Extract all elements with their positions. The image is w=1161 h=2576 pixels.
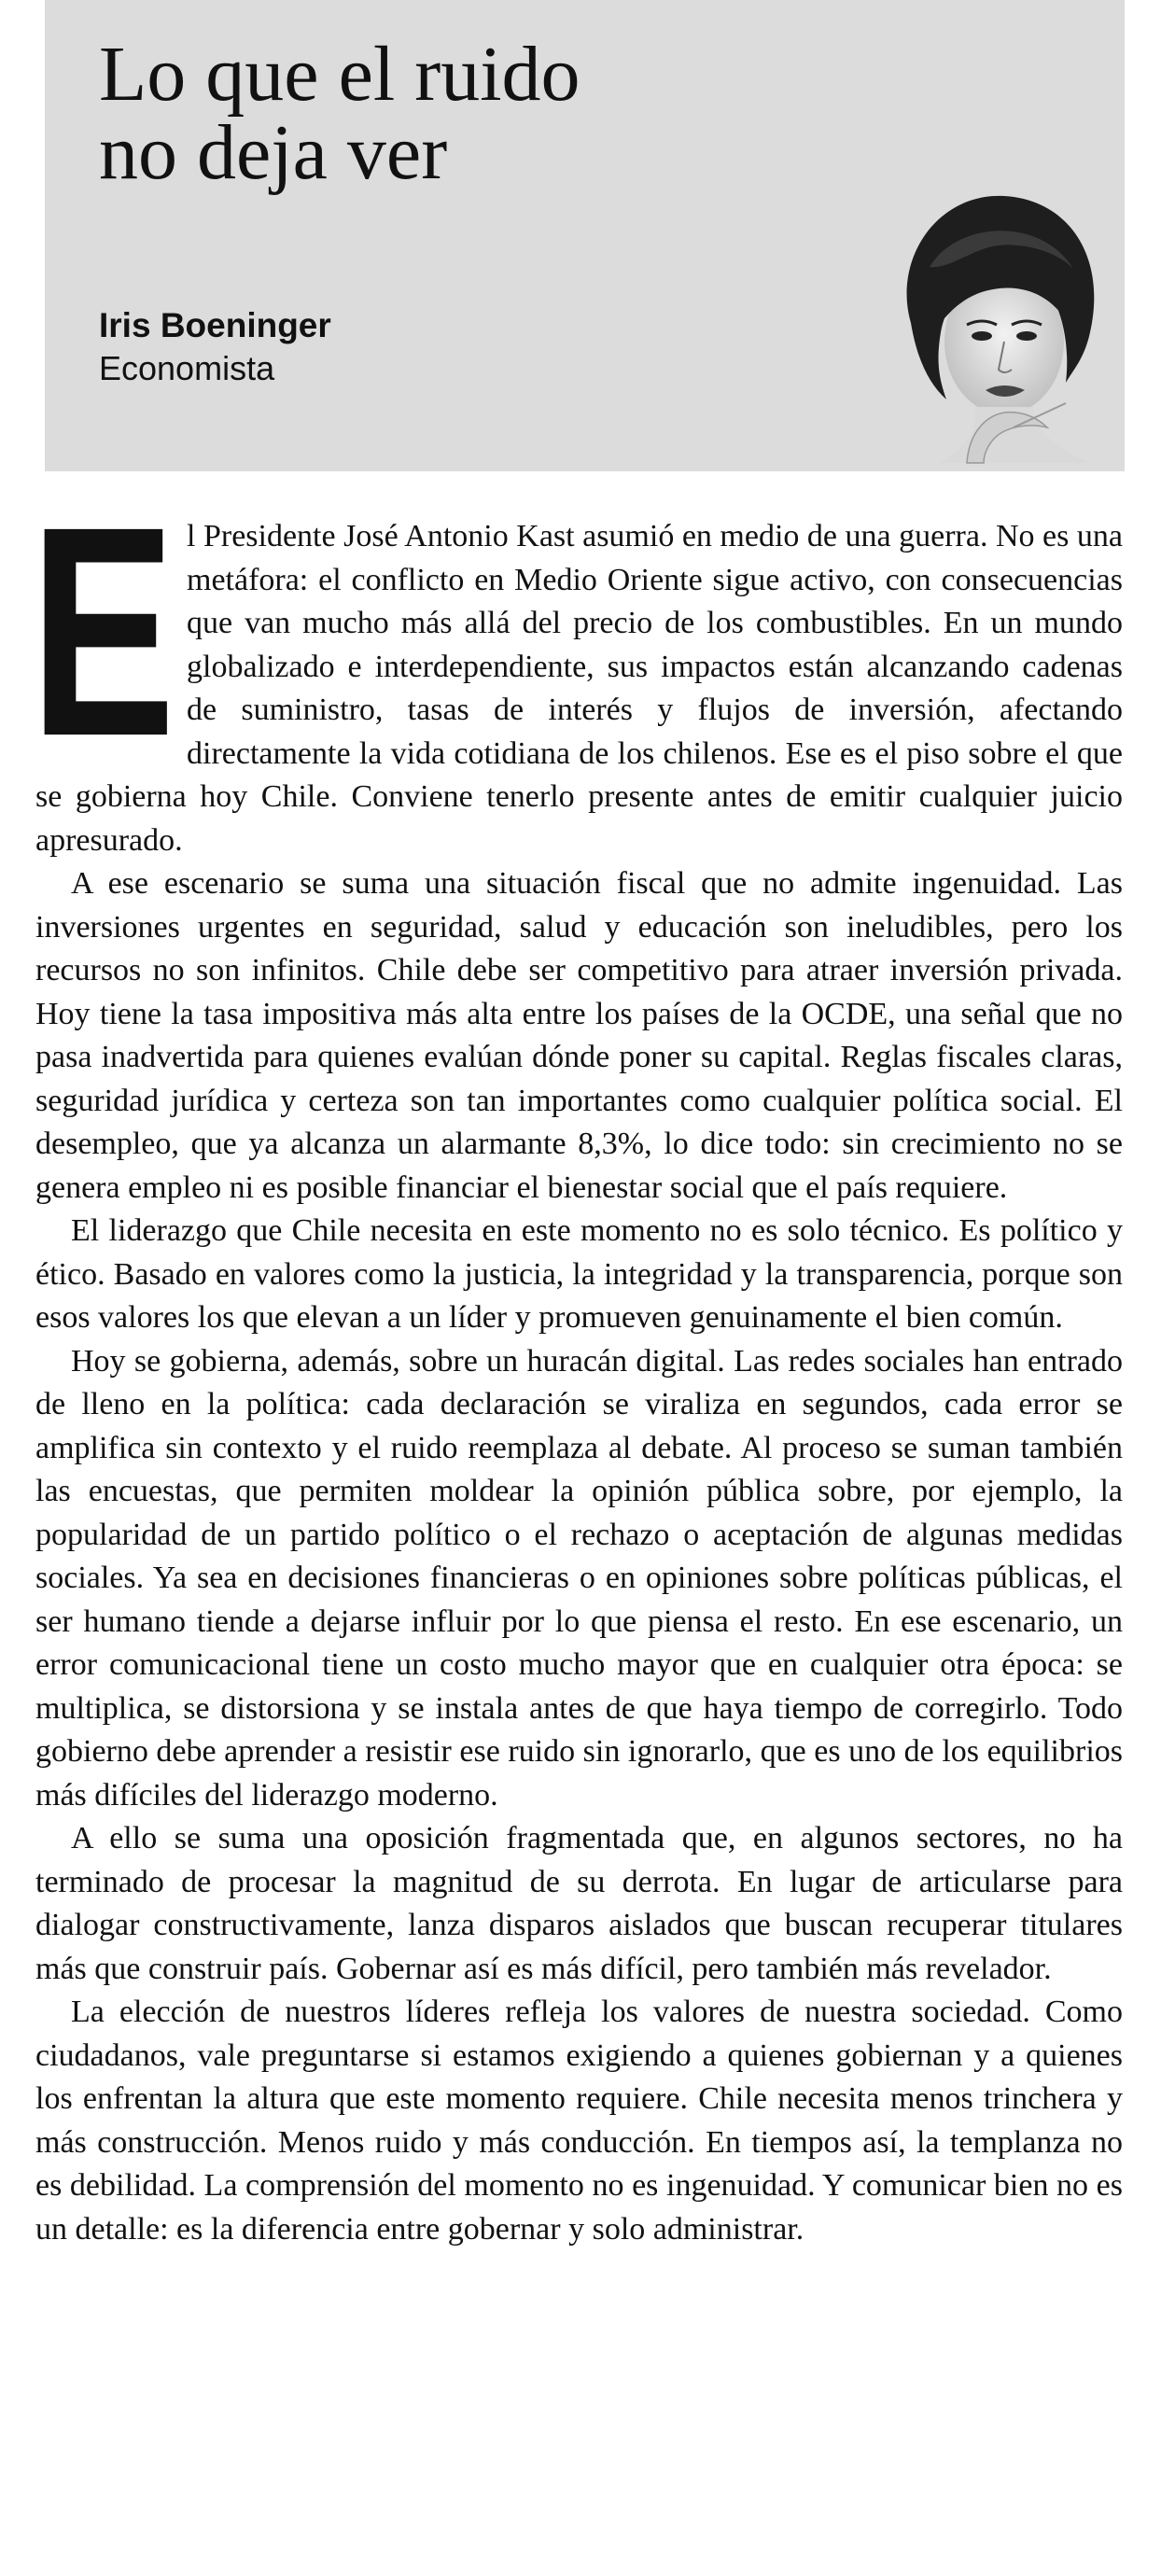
paragraph-3: El liderazgo que Chile necesita en este momento no es solo técnico. Es político y ético. Basado en valores como la justicia, la integridad y la transparencia, porque son esos valores los que elevan a un líder y promueven genuinamente el bien común. xyxy=(35,1213,1123,1335)
paragraph-5: A ello se suma una oposición fragmentada que, en algunos sectores, no ha terminado de procesar la magnitud de su derrota. En lugar de articularse para dialogar constructivamente, lanza disparos aislados que buscan recuperar titulares más que construir país. Gobernar así es más difícil, pero también más revelador. xyxy=(35,1821,1123,1986)
paragraph-6: La elección de nuestros líderes refleja los valores de nuestra sociedad. Como ciudadanos, vale preguntarse si estamos exigiendo a quienes gobiernan y a quienes los enfrentan la altura que este momento requiere. Chile necesita menos trinchera y más construcción. Menos ruido y más conducción. En tiempos así, la templanza no es debilidad. La comprensión del momento no es ingenuidad. Y comunicar bien no es un detalle: es la diferencia entre gobernar y solo administrar. xyxy=(35,1995,1123,2247)
paragraph-1 xyxy=(30,464,1123,862)
author-portrait xyxy=(874,183,1118,463)
article-body xyxy=(30,464,1123,2251)
author-name: Iris Boeninger xyxy=(99,306,331,344)
title-line-2: no deja ver xyxy=(99,109,448,196)
drop-cap xyxy=(30,464,175,798)
paragraph-4: Hoy se gobierna, además, sobre un huracán digital. Las redes sociales han entrado de lleno en la política: cada declaración se viraliza en segundos, cada error se amplifica sin contexto y el ruido reemplaza al debate. Al proceso se suman también las encuestas, que permiten moldear la opinión pública sobre, por ejemplo, la popularidad de un partido político o el rechazo o aceptación de algunas medidas sociales. Ya sea en decisiones financieras o en opiniones sobre políticas públicas, el ser humano tiende a dejarse influir por lo que piensa el resto. En ese escenario, un error comunicacional tiene un costo mucho mayor que en cualquier otra época: se multiplica, se distorsiona y se instala antes de que haya tiempo de corregirlo. Todo gobierno debe aprender a resistir ese ruido sin ignorarlo, que es uno de los equilibrios más difíciles del liderazgo moderno. xyxy=(35,1343,1123,1813)
article-header xyxy=(45,0,1125,471)
drop-cap-letter: E xyxy=(30,464,175,798)
article-title xyxy=(99,31,580,196)
author-role: Economista xyxy=(99,349,275,387)
paragraph-1-text: l Presidente José Antonio Kast asumió en medio de una guerra. No es una metáfora: el conflicto en Medio Oriente sigue activo, con consecuencias que van mucho más allá del precio de los combustibles. En un mundo globalizado e interdependiente, sus impactos están alcanzando cadenas de suministro, tasas de interés y flujos de inversión, afectando directamente la vida cotidiana de los chilenos. Ese es el piso sobre el que se gobierna hoy Chile. Conviene tenerlo presente antes de emitir cualquier juicio apresurado. xyxy=(35,519,1123,858)
title-line-1: Lo que el ruido xyxy=(99,31,580,118)
paragraph-2: A ese escenario se suma una situación fiscal que no admite ingenuidad. Las inversiones urgentes en seguridad, salud y educación son ineludibles, pero los recursos no son infinitos. Chile debe ser competitivo para atraer inversión privada. Hoy tiene la tasa impositiva más alta entre los países de la OCDE, una señal que no pasa inadvertida para quienes evalúan dónde poner su capital. Reglas fiscales claras, seguridad jurídica y certeza son tan importantes como cualquier política social. El desempleo, que ya alcanza un alarmante 8,3%, lo dice todo: sin crecimiento no se genera empleo ni es posible financiar el bienestar social que el país requiere. xyxy=(35,866,1123,1205)
